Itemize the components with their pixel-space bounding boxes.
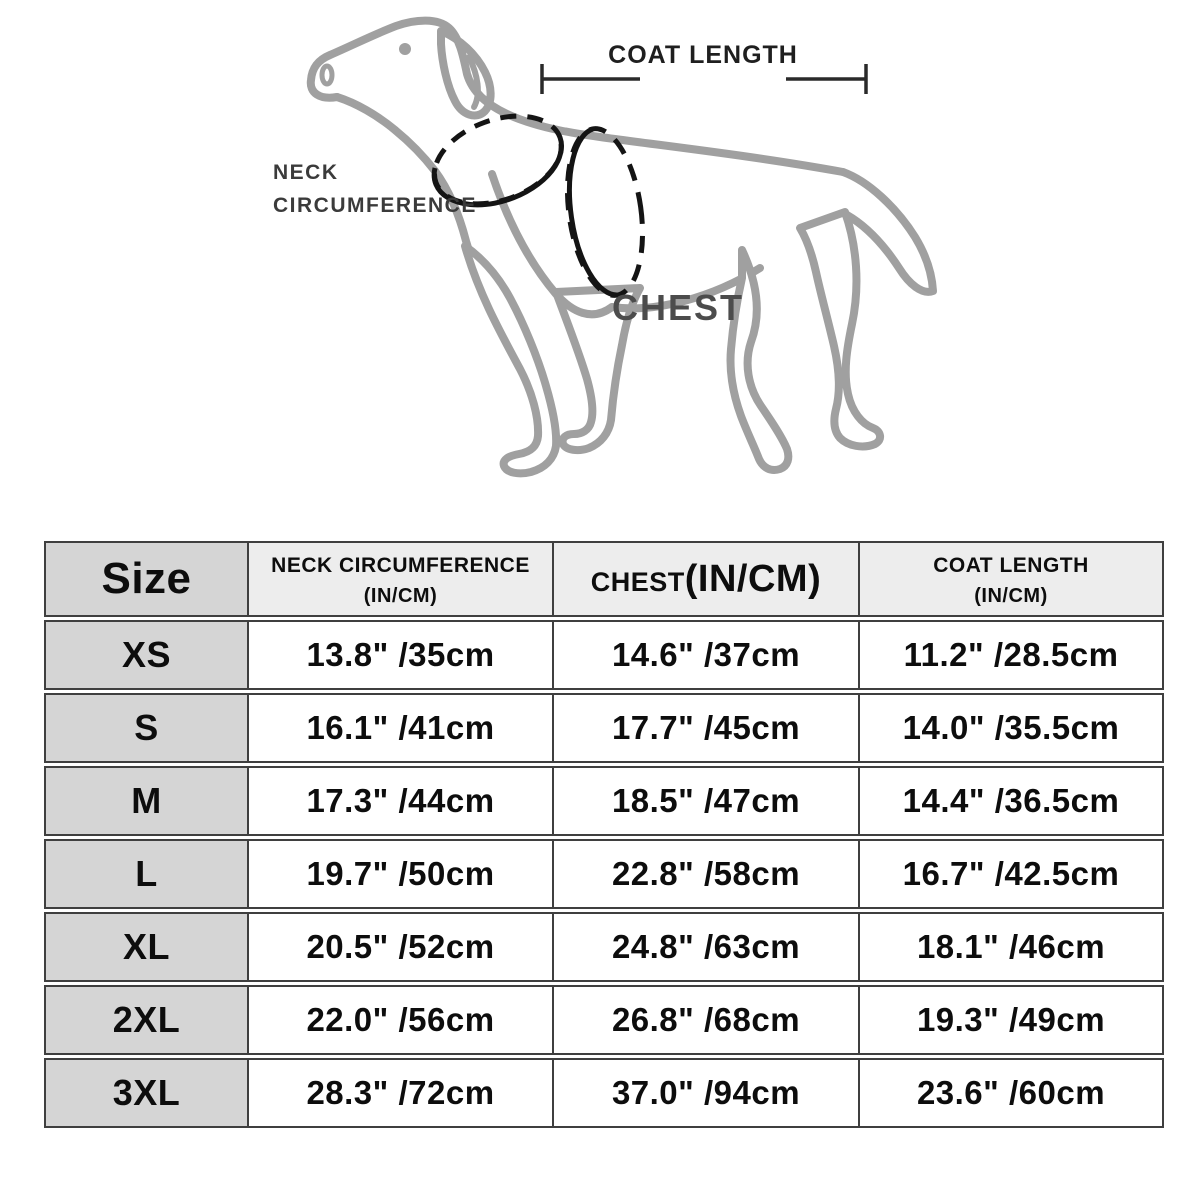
header-neck <box>247 541 552 617</box>
size-chart-section <box>44 538 1164 1131</box>
table-row <box>44 985 1164 1055</box>
cell-coat: 18.1" /46cm <box>858 912 1164 982</box>
dog-measurement-diagram <box>0 0 1200 530</box>
table-row <box>44 1058 1164 1128</box>
chest-ellipse <box>558 124 653 300</box>
header-chest-sub: (IN/CM) <box>684 557 822 600</box>
cell-neck: 13.8" /35cm <box>247 620 552 690</box>
header-neck-title: NECK CIRCUMFERENCE <box>271 553 530 577</box>
cell-size: L <box>44 839 247 909</box>
cell-coat: 11.2" /28.5cm <box>858 620 1164 690</box>
size-chart-table <box>44 538 1164 1131</box>
cell-size: M <box>44 766 247 836</box>
header-size: Size <box>44 541 247 617</box>
cell-size: XS <box>44 620 247 690</box>
coat-length-label: COAT LENGTH <box>608 41 798 69</box>
neck-label-line1: NECK <box>273 161 339 184</box>
dog-eye <box>399 43 411 55</box>
cell-coat: 19.3" /49cm <box>858 985 1164 1055</box>
cell-chest: 37.0" /94cm <box>552 1058 858 1128</box>
header-row <box>44 541 1164 617</box>
cell-chest: 14.6" /37cm <box>552 620 858 690</box>
cell-coat: 14.4" /36.5cm <box>858 766 1164 836</box>
table-row <box>44 839 1164 909</box>
cell-coat: 14.0" /35.5cm <box>858 693 1164 763</box>
header-coat-sub: (IN/CM) <box>974 584 1048 607</box>
table-row <box>44 620 1164 690</box>
table-row <box>44 912 1164 982</box>
dog-nose <box>322 66 332 84</box>
cell-neck: 20.5" /52cm <box>247 912 552 982</box>
table-row <box>44 766 1164 836</box>
cell-neck: 16.1" /41cm <box>247 693 552 763</box>
cell-neck: 22.0" /56cm <box>247 985 552 1055</box>
dog-near-legs <box>465 246 788 473</box>
dog-far-legs <box>556 212 880 450</box>
cell-size: 3XL <box>44 1058 247 1128</box>
cell-neck: 17.3" /44cm <box>247 766 552 836</box>
chest-label: CHEST <box>612 287 745 328</box>
header-coat <box>858 541 1164 617</box>
cell-neck: 28.3" /72cm <box>247 1058 552 1128</box>
cell-size: XL <box>44 912 247 982</box>
cell-size: S <box>44 693 247 763</box>
cell-coat: 16.7" /42.5cm <box>858 839 1164 909</box>
cell-chest: 17.7" /45cm <box>552 693 858 763</box>
table-row <box>44 693 1164 763</box>
neck-label-line2: CIRCUMFERENCE <box>273 194 477 217</box>
cell-chest: 18.5" /47cm <box>552 766 858 836</box>
cell-size: 2XL <box>44 985 247 1055</box>
cell-chest: 26.8" /68cm <box>552 985 858 1055</box>
header-neck-sub: (IN/CM) <box>363 584 438 607</box>
table-body <box>44 620 1164 1128</box>
table-header <box>44 541 1164 617</box>
cell-chest: 22.8" /58cm <box>552 839 858 909</box>
header-chest-title: CHEST <box>590 566 685 597</box>
cell-chest: 24.8" /63cm <box>552 912 858 982</box>
cell-neck: 19.7" /50cm <box>247 839 552 909</box>
header-chest <box>552 541 858 617</box>
cell-coat: 23.6" /60cm <box>858 1058 1164 1128</box>
header-coat-title: COAT LENGTH <box>933 553 1089 577</box>
